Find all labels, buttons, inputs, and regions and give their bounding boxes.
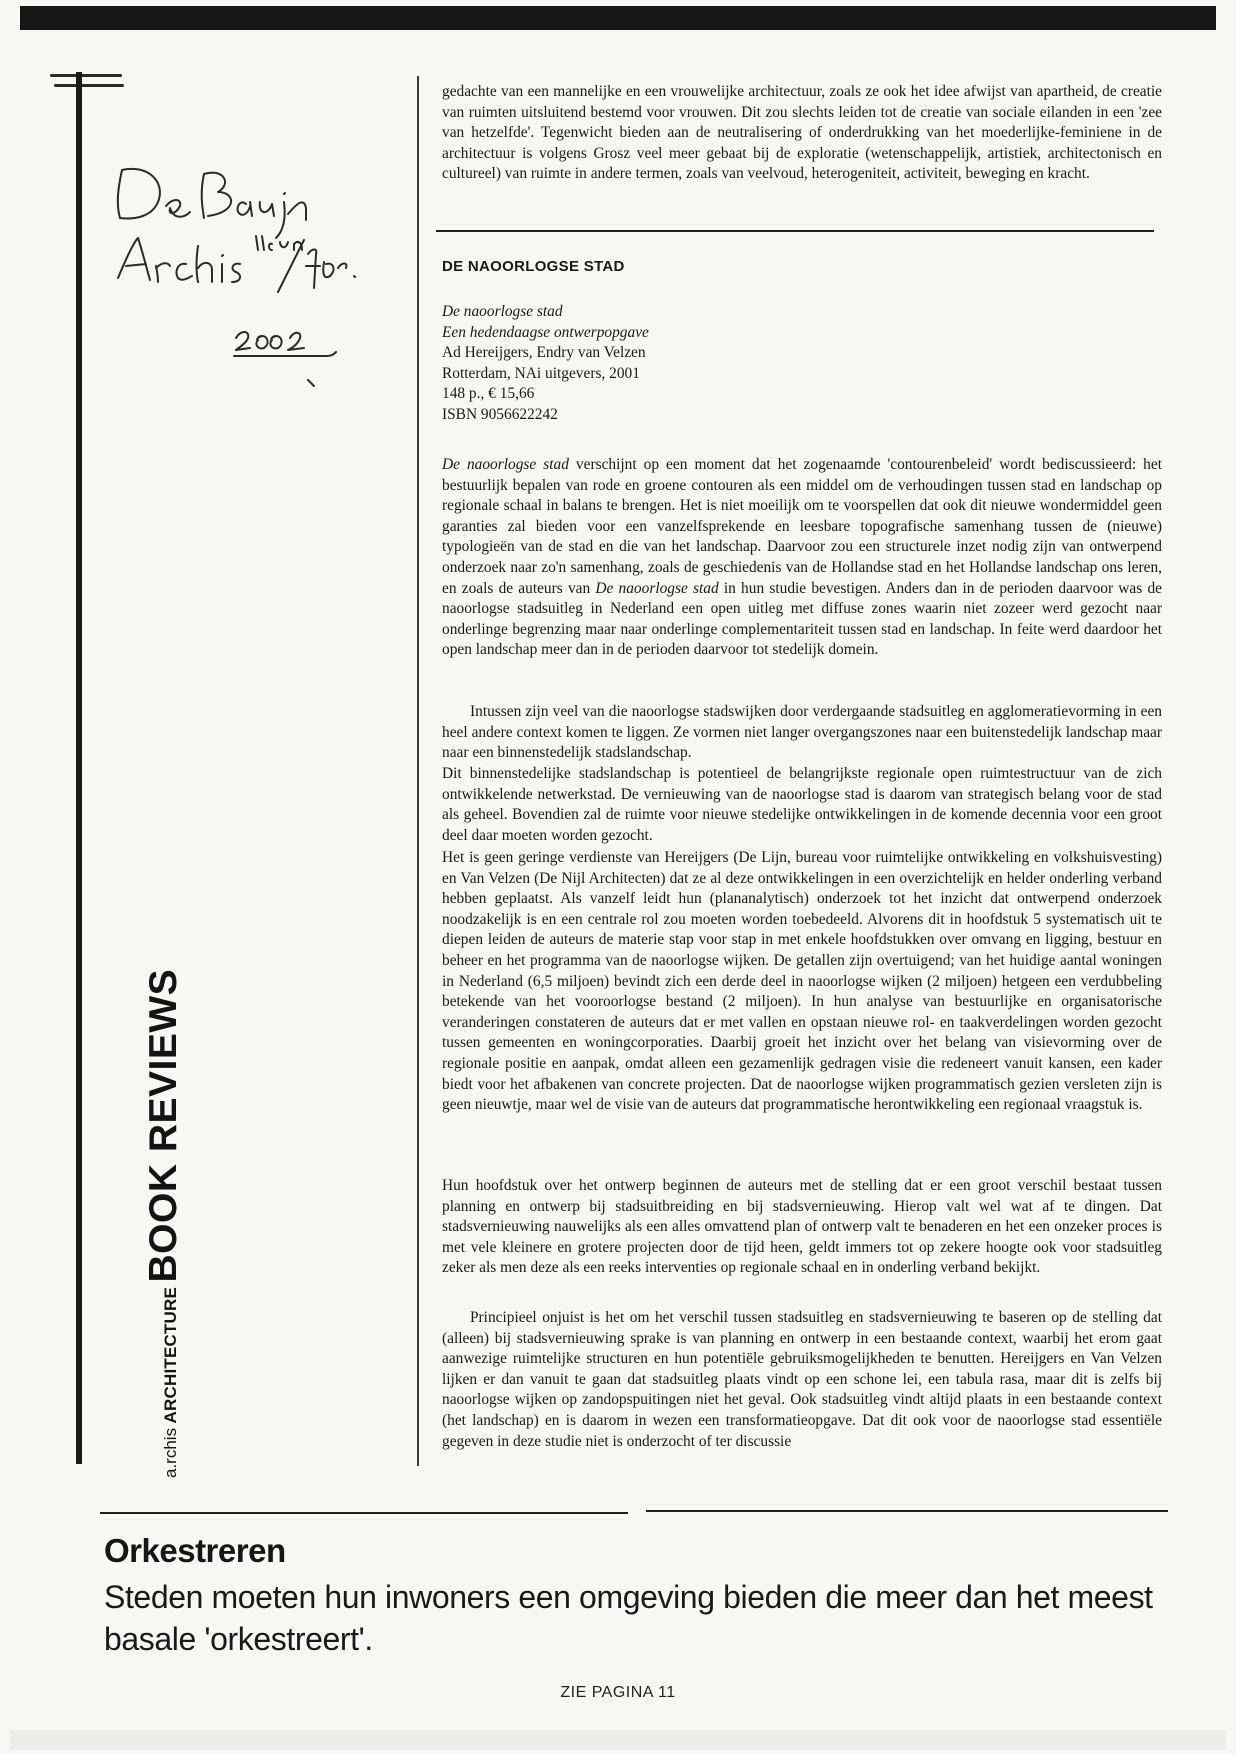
paper-clip-mark <box>54 84 124 87</box>
book-authors: Ad Hereijgers, Endry van Velzen <box>442 344 646 362</box>
review-paragraph-2: Intussen zijn veel van die naoorlogse stadswijken door verdergaande stadsuitleg en agglomeratievorming in een heel andere context komen te liggen. Ze vormen niet langer overgangszones naar een buitenstedelijk landschap maar naar een binnenstedelijk stadslandschap. <box>442 703 1162 762</box>
footer-rule-right <box>646 1510 1168 1512</box>
book-title: De naoorlogse stad <box>442 303 563 320</box>
book-title-inline: De naoorlogse stad <box>442 456 569 473</box>
review-paragraph-1 <box>442 455 1162 661</box>
review-paragraph-5: Hun hoofdstuk over het ontwerp beginnen de auteurs met de stelling dat er een groot verschil bestaat tussen planning en ontwerp bij stadsuitbreiding en bij stadsvernieuwing. Hierop valt wel wat af te dingen. Dat stadsvernieuwing nauwelijks als een alles omvattend plan of ontwerp valt te benaderen en het een onzeker proces is met vele kleinere en grotere projecten door de tijd heen, geldt immers tot op zekere hoogte ook voor stadsuitleg zeker als men deze als een reeks interventies op regionale schaal en in onderling verband bekijkt. <box>442 1177 1162 1277</box>
teaser-title: Orkestreren <box>104 1532 286 1569</box>
review-paragraph-6: Principieel onjuist is het om het verschil tussen stadsuitleg en stadsvernieuwing te baseren op de stelling dat (alleen) bij stadsvernieuwing sprake is van planning en ontwerp in een bestaande context, waarbij het erom gaat aanwezige ruimtelijke structuren en hun potentiële gebruiksmogelijkheden te benutten. Hereijgers en Van Velzen lijken er dan vanuit te gaan dat stadsuitleg plaats vindt op een schone lei, een tabula rasa, maar dit is zelfs bij naoorlogse wijken op zandopspuitingen niet het geval. Ook stadsuitleg vindt altijd plaats in een bestaande context (het landschap) en is daarom in wezen een transformatieopgave. Dat dit ook voor de naoorlogse stad essentiële gegeven in deze studie niet is onderzocht of ter discussie <box>442 1309 1162 1450</box>
book-title-inline: De naoorlogse stad <box>595 579 719 597</box>
intro-paragraph: gedachte van een mannelijke en een vrouwelijke architectuur, zoals ze ook het idee afwijst van apartheid, de creatie van ruimten uitsluitend bestemd voor vrouwen. Dit zou slechts leiden tot de creatie van sociale eilanden in een 'zee van hetzelfde'. Tegenwicht bieden aan de neutralisering of onderdrukking van het moederlijke-feminiene in de architectuur is volgens Grosz veel meer gebaat bij de exploratie (wetenschappelijk, artistiek, architectonisch en cultureel) van ruimte in andere termen, zoals van veelvoud, heterogeniteit, activiteit, beweging en kracht. <box>442 83 1162 183</box>
review-paragraph-3: Dit binnenstedelijke stadslandschap is potentieel de belangrijkste regionale open ruimtestructuur van de zich ontwikkelende netwerkstad. De vernieuwing van de naoorlogse stad is daarom van strategisch belang voor de stad als geheel. Bovendien zal de ruimte voor nieuwe stedelijke ontwikkelingen in de komende decennia voor een groot deel daar moeten worden gezocht. <box>442 765 1162 844</box>
handwritten-annotation <box>108 158 368 398</box>
section-rule <box>436 230 1154 232</box>
see-page-reference: ZIE PAGINA 11 <box>560 1684 676 1701</box>
sidebar-site-name: a.rchis <box>161 1427 180 1478</box>
top-black-bar <box>20 6 1216 30</box>
review-paragraph-4: Het is geen geringe verdienste van Hereijgers (De Lijn, bureau voor ruimtelijke ontwikkeling en volkshuisvesting) en Van Velzen (De Nijl Architecten) dat ze al deze ontwikkelingen in een overzichtelijk en helder onderling verband hebben geplaatst. Als vanzelf leidt hun (plananalytisch) onderzoek tot het inzicht dat ontwerpend onderzoek noodzakelijk is en een centrale rol zou moeten worden toebedeeld. Alvorens dit in hoofdstuk 5 systematisch uit te diepen leiden de auteurs de materie stap voor stap in met enkele hoofdstukken over omvang en ligging, bestuur en beheer en het programma van de naoorlogse wijken. De getallen zijn overtuigend; van het huidige aantal woningen in Nederland (6,5 miljoen) bevindt zich een derde deel in naoorlogse wijken (2 miljoen) hetgeen een verdubbeling betekende van het vooroorlogse bestand (2 miljoen). In hun analyse van bestuurlijke en organisatorische veranderingen constateren de auteurs dat er met vallen en opstaan nieuwe rol- en taakverdelingen worden gezocht tussen gemeenten en woningcorporaties. Daarbij groeit het inzicht over het belang van visievorming over de regionale positie en aanpak, omdat alleen een gezamenlijk gedragen visie die redeneert vanuit kansen, een kader biedt voor het afbakenen van concrete projecten. Dat de naoorlogse wijken programmatisch gezien versleten zijn is geen nieuwtje, maar wel de visie van de auteurs dat programmatische herontwikkeling een regionaal vraagstuk is. <box>442 849 1162 1114</box>
column-divider <box>417 76 419 1466</box>
review-paragraph-1-a: verschijnt op een moment dat het zogenaamde 'contourenbeleid' wordt bediscussieerd: het bestuurlijk bepalen van rode en groene contouren als een middel om de verhoudingen tussen stad en landschap op regionale schaal in balans te brengen. Het is niet moeilijk om te voorspellen dat ook dit nieuwe wondermiddel geen garanties zal bieden voor een vanzelfsprekende en leesbare topografische samenhang tussen de (nieuwe) typologieën van de stad en die van het landschap. Daarvoor zou een structurele inzet nodig zijn van ontwerpend onderzoek naar zo'n samenhang, zoals de geschiedenis van de Hollandse stad en het Hollandse landschap ons leren, en zoals de auteurs van <box>442 456 1162 597</box>
section-sidebar-label <box>142 969 186 1478</box>
teaser-subtitle: Steden moeten hun inwoners een omgeving bieden die meer dan het meest basale 'orkestreert'. <box>104 1579 1153 1657</box>
sidebar-title: BOOK REVIEWS <box>142 968 185 1283</box>
left-margin-bar <box>76 72 82 1464</box>
sidebar-section-name: ARCHITECTURE <box>161 1286 180 1424</box>
footer-rule-left <box>100 1512 628 1514</box>
book-publisher: Rotterdam, NAi uitgevers, 2001 <box>442 364 640 382</box>
book-details <box>442 302 649 426</box>
book-subtitle: Een hedendaagse ontwerpopgave <box>442 323 649 341</box>
paper-clip-mark <box>50 74 122 77</box>
bottom-scan-band <box>10 1730 1226 1750</box>
book-pages-price: 148 p., € 15,66 <box>442 385 535 403</box>
handwriting-scribble <box>108 158 368 398</box>
review-heading: DE NAOORLOGSE STAD <box>442 258 625 275</box>
book-isbn: ISBN 9056622242 <box>442 405 558 423</box>
review-paragraph-1-b: in hun studie bevestigen. Anders dan in de perioden daarvoor was de naoorlogse stadsuitleg in Nederland een open uitleg met diffuse zones waarin niet zozeer werd gezocht naar onderlinge begrenzing maar naar onderlinge complementariteit tussen stad en landschap. In feite werd daardoor het open landschap meer dan in de perioden daarvoor tot stedelijk domein. <box>442 579 1162 659</box>
